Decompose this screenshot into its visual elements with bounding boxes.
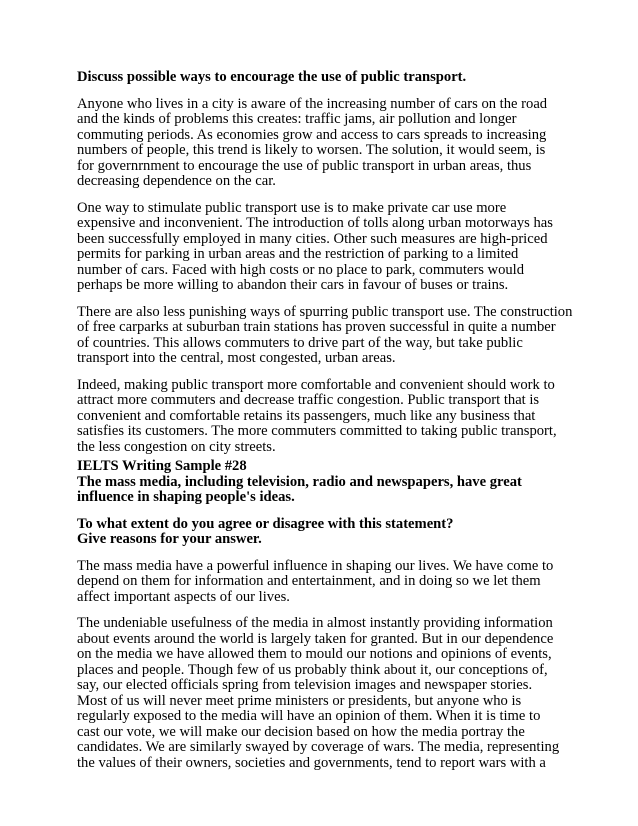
text-line: the less congestion on city streets. <box>77 438 276 455</box>
text-line: Most of us will never meet prime ministers or presidents, but anyone who is <box>77 692 522 709</box>
text-line: about events around the world is largely taken for granted. But in our dependence <box>77 630 554 647</box>
text-line: satisfies its customers. The more commuters committed to taking public transport, <box>77 423 557 439</box>
text-line: number of cars. Faced with high costs or no place to park, commuters would <box>77 261 525 278</box>
text-line: places and people. Though few of us probably think about it, our conceptions of, <box>77 661 548 678</box>
text-line: depend on them for information and entertainment, and in doing so we let them <box>77 573 541 589</box>
sample-title-text: IELTS Writing Sample #28 <box>77 458 247 474</box>
text-line: commuting periods. As economies grow and access to cars spreads to increasing <box>77 126 547 143</box>
text-line: say, our elected officials spring from television images and newspaper stories. <box>77 677 533 693</box>
text-line: cast our vote, we will make our decision based on how the media portray the <box>77 723 525 740</box>
sample-question <box>77 517 567 548</box>
text-line: expensive and inconvenient. The introduction of tolls along urban motorways has <box>77 215 553 231</box>
essay-question-heading: Discuss possible ways to encourage the use of public transport. <box>77 69 467 85</box>
document-page <box>77 69 573 782</box>
text-line: regularly exposed to the media will have an opinion of them. When it is time to <box>77 708 541 724</box>
text-line: decreasing dependence on the car. <box>77 173 276 189</box>
paragraph-6 <box>77 616 567 771</box>
text-line: been successfully employed in many cities. Other such measures are high-priced <box>77 230 548 247</box>
paragraph-4 <box>77 378 567 456</box>
paragraph-5 <box>77 559 567 606</box>
text-line: perhaps be more willing to abandon their cars in favour of buses or trains. <box>77 277 509 293</box>
text-line: There are also less punishing ways of spurring public transport use. The construction <box>77 303 573 320</box>
text-line: and the kinds of problems this creates: traffic jams, air pollution and longer <box>77 111 517 127</box>
text-line: of free carparks at suburban train stations has proven successful in quite a number <box>77 319 556 335</box>
paragraph-2 <box>77 201 567 294</box>
text-line: permits for parking in urban areas and the restriction of parking to a limited <box>77 246 519 262</box>
text-line: transport into the central, most congested, urban areas. <box>77 350 396 366</box>
text-line: influence in shaping people's ideas. <box>77 489 295 505</box>
text-line: candidates. We are similarly swayed by coverage of wars. The media, representing <box>77 739 560 755</box>
text-line: for governrnment to encourage the use of public transport in urban areas, thus <box>77 157 532 174</box>
text-line: To what extent do you agree or disagree with this statement? <box>77 515 454 532</box>
text-line: Indeed, making public transport more comfortable and convenient should work to <box>77 376 555 393</box>
text-line: numbers of people, this trend is likely to worsen. The solution, it would seem, is <box>77 142 546 158</box>
text-line: One way to stimulate public transport use is to make private car use more <box>77 199 507 216</box>
paragraph-3 <box>77 303 573 367</box>
text-line: Anyone who lives in a city is aware of the increasing number of cars on the road <box>77 95 548 112</box>
sample-title <box>77 459 567 475</box>
text-line: affect important aspects of our lives. <box>77 588 290 605</box>
text-line: Give reasons for your answer. <box>77 531 262 547</box>
text-line: attract more commuters and decrease traffic congestion. Public transport that is <box>77 392 540 408</box>
text-line: convenient and comfortable retains its passengers, much like any business that <box>77 407 536 424</box>
text-line: of countries. This allows commuters to drive part of the way, but take public <box>77 334 523 351</box>
text-line: on the media we have allowed them to mould our notions and opinions of events, <box>77 646 552 662</box>
text-line: The mass media, including television, radio and newspapers, have great <box>77 473 522 490</box>
text-line: The mass media have a powerful influence in shaping our lives. We have come to <box>77 557 554 574</box>
text-line: the values of their owners, societies and governments, tend to report wars with a <box>77 754 546 771</box>
text-line: The undeniable usefulness of the media in almost instantly providing information <box>77 615 553 631</box>
paragraph-1 <box>77 97 567 190</box>
sample-prompt <box>77 475 567 506</box>
